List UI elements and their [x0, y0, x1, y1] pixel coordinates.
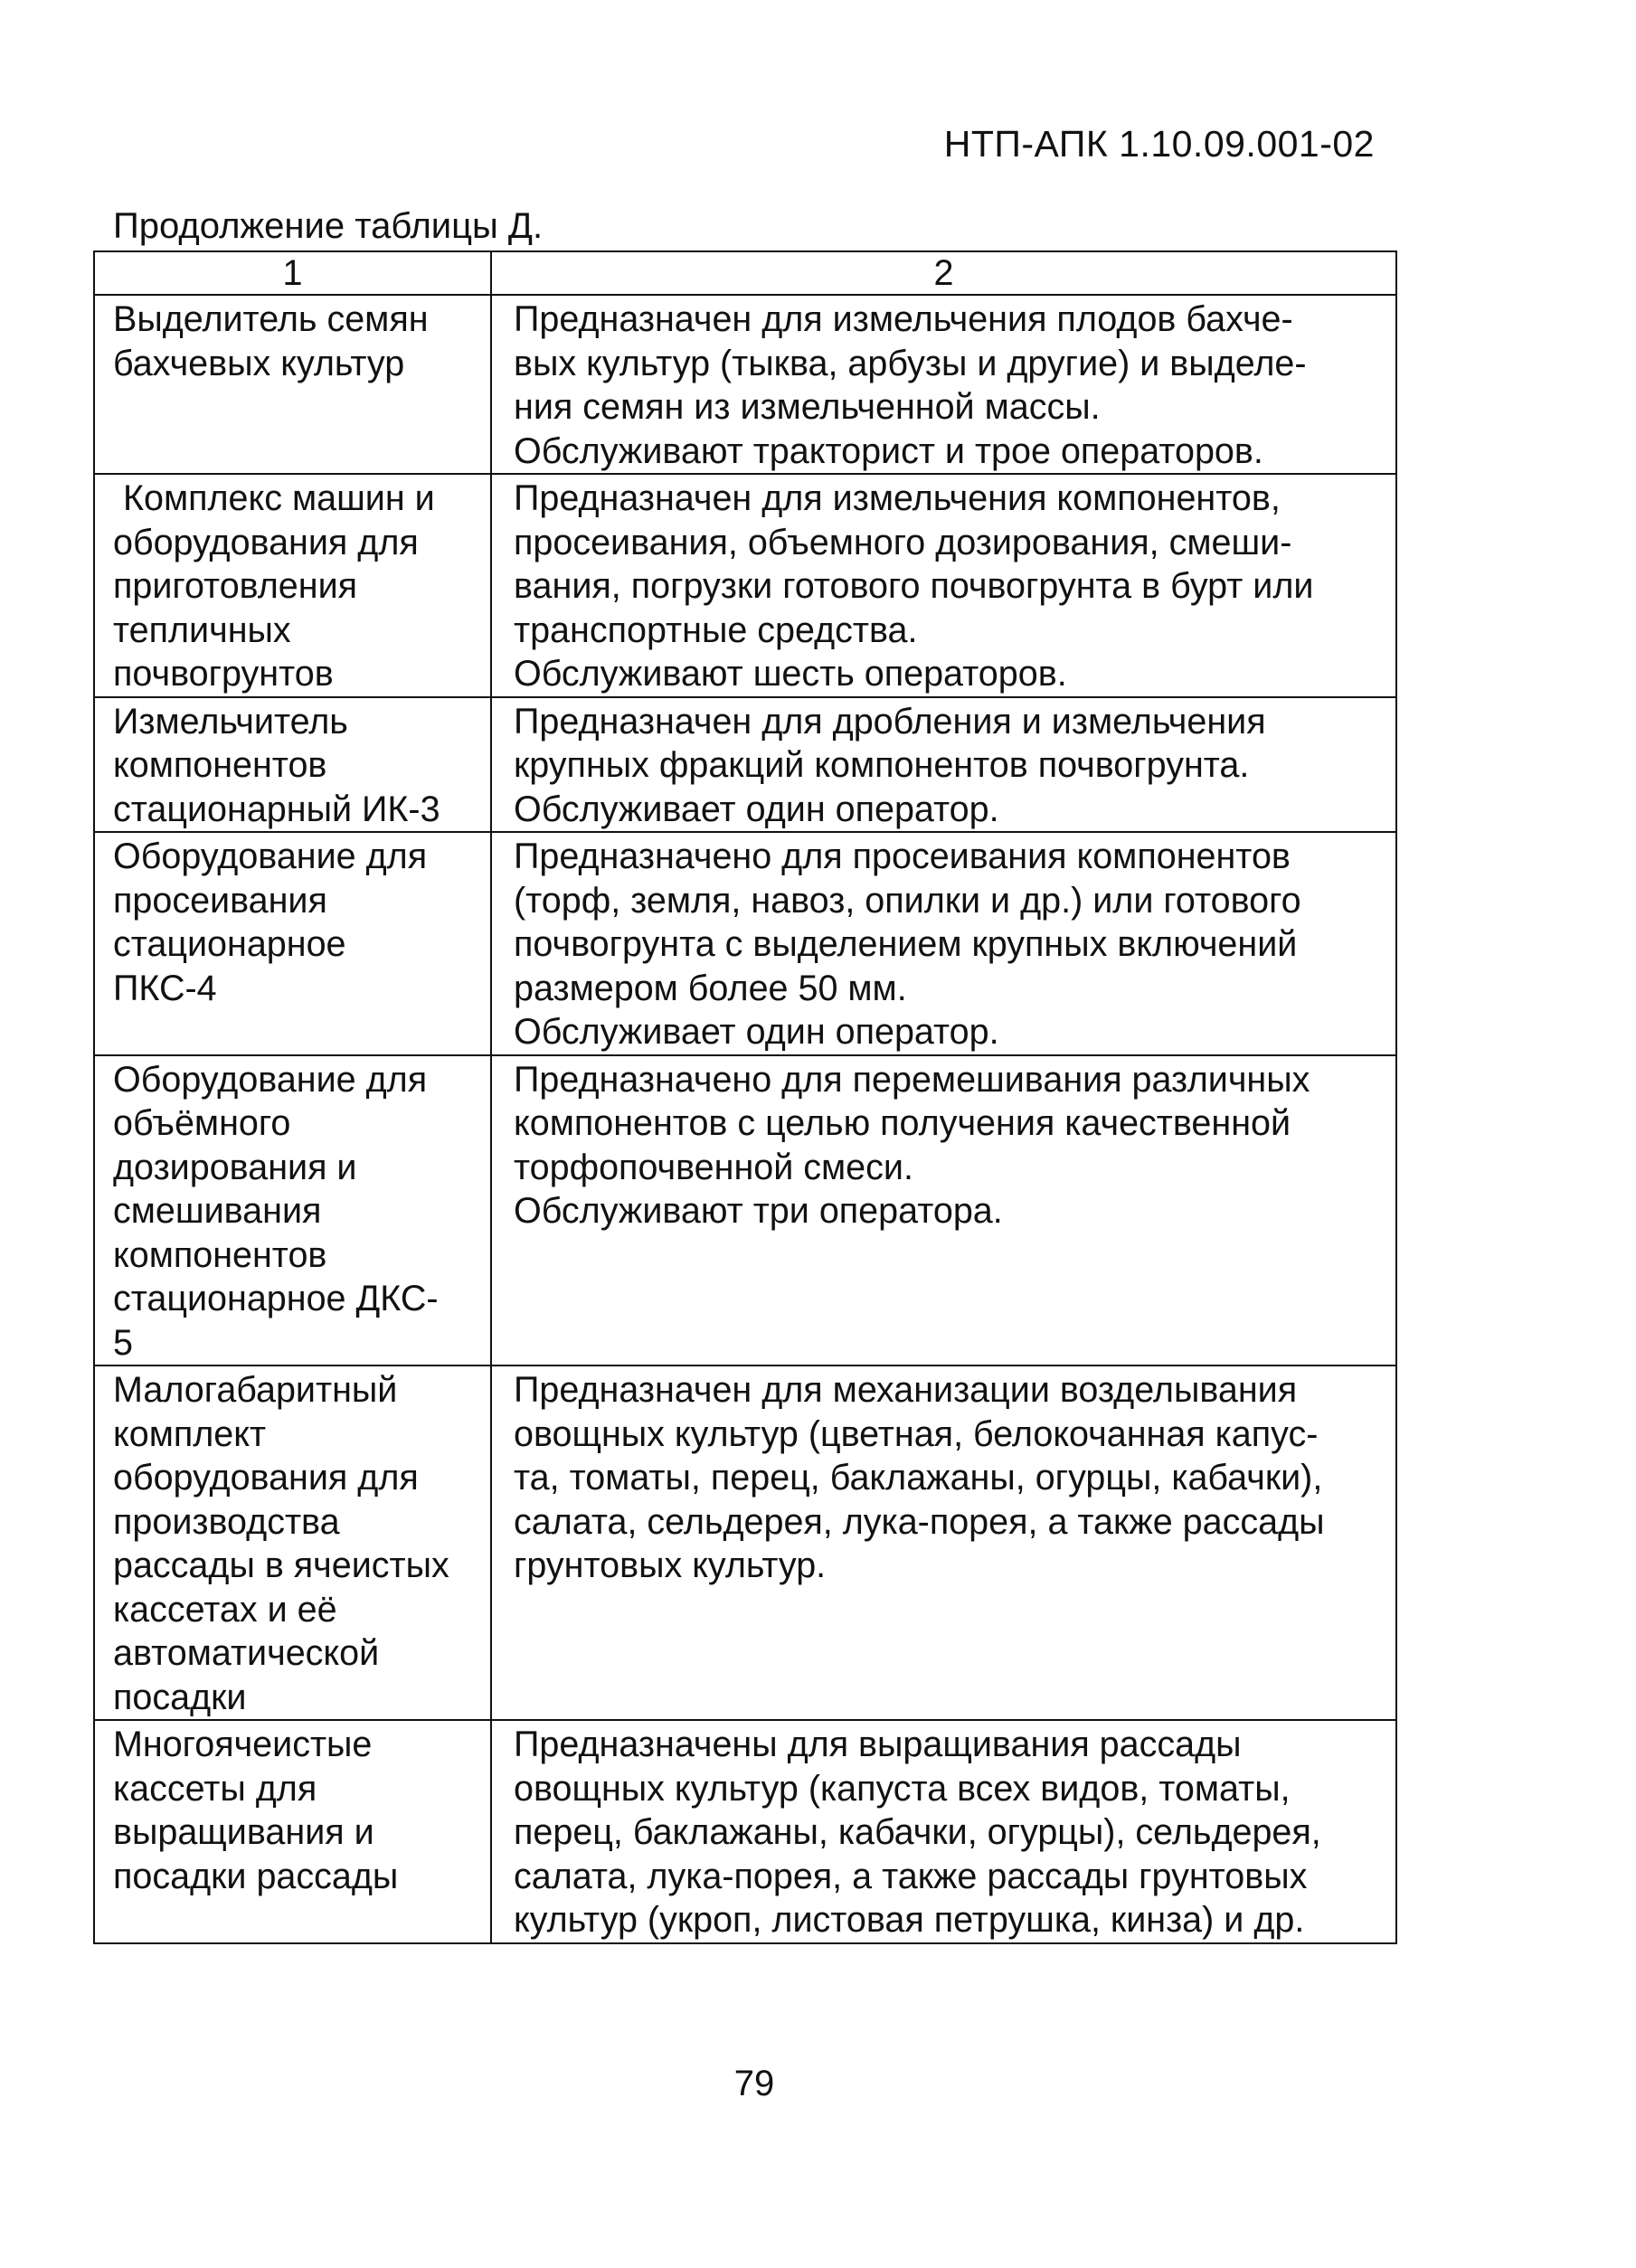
name-line: комплект: [113, 1413, 267, 1454]
name-line: кассеты для: [113, 1768, 317, 1809]
description-line: вания, погрузки готового почвогрунта в бурт или: [514, 566, 1314, 606]
name-line: кассетах и её: [113, 1589, 337, 1630]
table-row: [94, 832, 1396, 1055]
name-line: смешивания: [113, 1191, 322, 1231]
name-line: ПКС-4: [113, 968, 217, 1008]
name-line: Выделитель семян: [113, 299, 429, 339]
description-line: та, томаты, перец, баклажаны, огурцы, кабачки),: [514, 1458, 1323, 1498]
equipment-name-cell: [94, 832, 491, 1055]
equipment-description-cell: [491, 295, 1396, 474]
name-line: Многоячеистые: [113, 1725, 373, 1764]
name-line: 5: [113, 1322, 133, 1363]
equipment-table: [93, 250, 1397, 1944]
description-line: торфопочвенной смеси.: [514, 1147, 913, 1187]
description-line: салата, лука-порея, а также рассады грунтовых: [514, 1856, 1308, 1896]
description-line: Предназначен для дробления и измельчения: [514, 701, 1266, 742]
description-line: Обслуживают тракторист и трое операторов.: [514, 430, 1263, 471]
table-header-row: [94, 251, 1396, 295]
description-line: культур (укроп, листовая петрушка, кинза) и др.: [514, 1900, 1305, 1940]
description-line: Предназначены для выращивания рассады: [514, 1725, 1242, 1764]
equipment-description-cell: [491, 474, 1396, 697]
description-line: вых культур (тыква, арбузы и другие) и выделе-: [514, 343, 1307, 383]
table-row: [94, 474, 1396, 697]
equipment-description-cell: [491, 832, 1396, 1055]
name-line: почвогрунтов: [113, 654, 334, 694]
name-line: дозирования и: [113, 1147, 357, 1187]
column-header-1: 1: [94, 251, 491, 295]
table-row: [94, 1366, 1396, 1720]
name-line: посадки: [113, 1677, 247, 1717]
description-line: просеивания, объемного дозирования, смеши-: [514, 522, 1292, 562]
equipment-name-cell: [94, 295, 491, 474]
name-line: объёмного: [113, 1103, 291, 1143]
description-line: Предназначен для измельчения плодов бахче-: [514, 299, 1293, 339]
page-number: 79: [733, 2064, 775, 2103]
equipment-name-cell: [94, 1055, 491, 1366]
name-line: тепличных: [113, 610, 291, 650]
name-line: выращивания и: [113, 1812, 374, 1852]
table-row: [94, 1720, 1396, 1943]
name-line: стационарный ИК-3: [113, 789, 440, 829]
description-line: ния семян из измельченной массы.: [514, 387, 1101, 427]
description-line: Обслуживают три оператора.: [514, 1191, 1003, 1231]
document-code: НТП-АПК 1.10.09.001-02: [943, 123, 1375, 165]
description-line: грунтовых культур.: [514, 1545, 827, 1585]
name-line: компонентов: [113, 1234, 327, 1275]
name-line: бахчевых культур: [113, 343, 405, 383]
description-line: Предназначено для просеивания компонентов: [514, 836, 1291, 876]
column-header-2: 2: [491, 251, 1396, 295]
equipment-description-cell: [491, 697, 1396, 833]
description-line: овощных культур (капуста всех видов, томаты,: [514, 1768, 1291, 1809]
name-line: приготовления: [113, 566, 358, 606]
equipment-description-cell: [491, 1055, 1396, 1366]
name-line: компонентов: [113, 745, 327, 785]
equipment-description-cell: [491, 1366, 1396, 1720]
name-line: Комплекс машин и: [113, 478, 435, 518]
name-line: оборудования для: [113, 522, 419, 562]
description-line: размером более 50 мм.: [514, 968, 907, 1008]
equipment-name-cell: [94, 1720, 491, 1943]
name-line: Малогабаритный: [113, 1370, 398, 1410]
name-line: автоматической: [113, 1633, 380, 1673]
equipment-description-cell: [491, 1720, 1396, 1943]
name-line: оборудования для: [113, 1458, 419, 1498]
name-line: рассады в ячеистых: [113, 1545, 449, 1585]
description-line: компонентов с целью получения качественной: [514, 1103, 1291, 1143]
equipment-name-cell: [94, 697, 491, 833]
description-line: перец, баклажаны, кабачки, огурцы), сельдерея,: [514, 1812, 1321, 1852]
description-line: овощных культур (цветная, белокочанная капус-: [514, 1413, 1319, 1454]
name-line: производства: [113, 1501, 340, 1542]
description-line: салата, сельдерея, лука-порея, а также рассады: [514, 1501, 1325, 1542]
name-line: просеивания: [113, 880, 327, 921]
name-line: Оборудование для: [113, 1059, 428, 1100]
name-line: Измельчитель: [113, 701, 348, 742]
table-caption: Продолжение таблицы Д.: [113, 206, 544, 246]
description-line: почвогрунта с выделением крупных включений: [514, 924, 1298, 964]
equipment-name-cell: [94, 1366, 491, 1720]
name-line: стационарное: [113, 924, 346, 964]
name-line: посадки рассады: [113, 1856, 399, 1896]
description-line: (торф, земля, навоз, опилки и др.) или готового: [514, 880, 1301, 921]
description-line: Предназначено для перемешивания различных: [514, 1059, 1310, 1100]
name-line: стационарное ДКС-: [113, 1279, 439, 1318]
equipment-name-cell: [94, 474, 491, 697]
name-line: Оборудование для: [113, 836, 428, 876]
description-line: транспортные средства.: [514, 610, 918, 650]
description-line: Обслуживают шесть операторов.: [514, 654, 1067, 694]
table-row: [94, 1055, 1396, 1366]
table-row: [94, 697, 1396, 833]
description-line: крупных фракций компонентов почвогрунта.: [514, 745, 1250, 785]
description-line: Обслуживает один оператор.: [514, 789, 999, 829]
description-line: Предназначен для измельчения компонентов,: [514, 478, 1281, 518]
description-line: Предназначен для механизации возделывания: [514, 1370, 1298, 1410]
description-line: Обслуживает один оператор.: [514, 1012, 999, 1052]
table-row: [94, 295, 1396, 474]
